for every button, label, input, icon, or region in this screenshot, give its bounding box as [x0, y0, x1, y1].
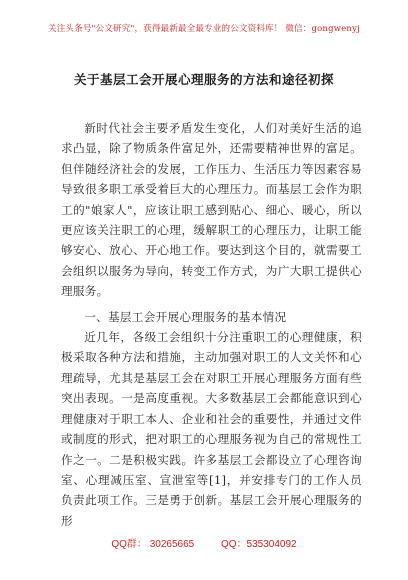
document-title: 关于基层工会开展心理服务的方法和途径初探 — [73, 72, 334, 87]
section-heading: 一、基层工会开展心理服务的基本情况 — [84, 309, 287, 324]
footer-qq: QQ：535304092 — [220, 539, 297, 550]
paragraph-intro: 新时代社会主要矛盾发生变化，人们对美好生活的追求凸显，除了物质条件富足外，还需要精神世界的富足。但伴随经济社会的发展，工作压力、生活压力等因素容易导致很多职工承受着巨大的心理压力。而基层工会作为职工的"娘家人"，应该让职工感到贴心、细心、暖心，所以更应该关注职工的心理，缓解职工的心理压力，让职工能够安心、放心、开心地工作。要达到这个目的，就需要工会组织以服务为导向，转变工作方式，为广大职工提供心理服务。 — [61, 121, 362, 299]
paragraph-section-one: 近几年，各级工会组织十分注重职工的心理健康，积极采取各种方法和措施，主动加强对职工的人文关怀和心理疏导，尤其是基层工会在对职工开展心理服务方面有些突出表现。一是高度重视。大多数基层工会都能意识到心理健康对于职工本人、企业和社会的重要性，并通过文件或制度的形式，把对职工的心理服务视为自己的常规性工作之一。二是积极实践。许多基层工会都设立了心理咨询室、心理减压室、宣泄室等[1]，并安排专门的工作人员负责此项工作。三是勇于创新。基层工会开展心理服务的形 — [61, 330, 362, 528]
document-body — [61, 118, 362, 531]
footer-contact — [0, 535, 408, 550]
footer-qq-group: QQ群： 30265665 — [111, 539, 195, 550]
header-notice: 关注头条号"公文研究"，获得最新最全最专业的公文资料库！ 微信：gongwenyj — [48, 24, 360, 34]
